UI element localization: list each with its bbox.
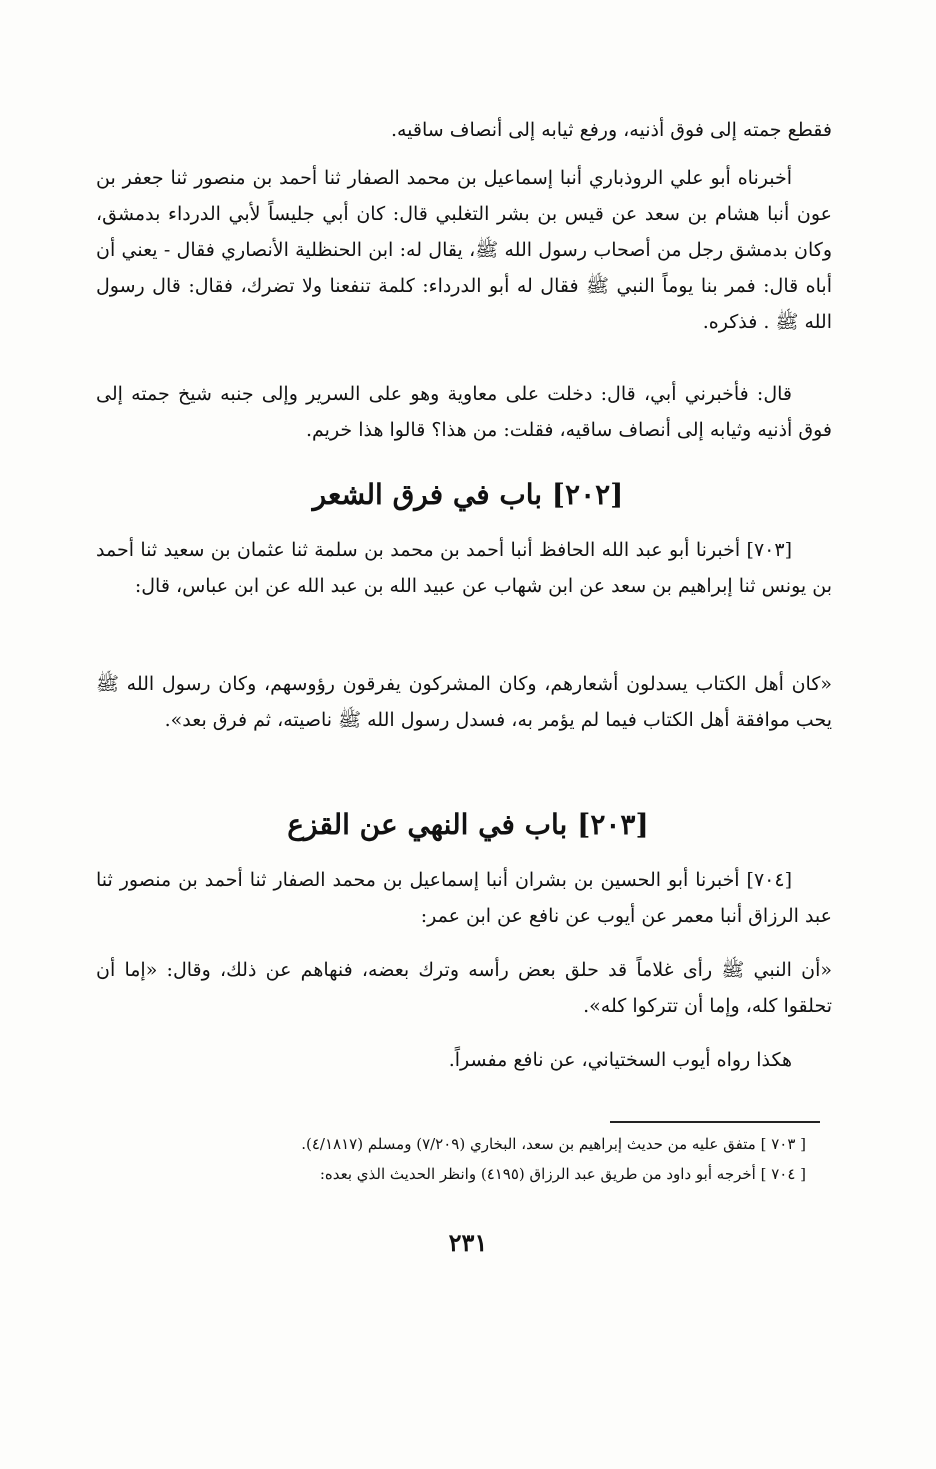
footnote-divider xyxy=(610,1121,820,1123)
hadith-703-isnad: [٧٠٣] أخبرنا أبو عبد الله الحافظ أنبا أحمد بن محمد بن سلمة ثنا عثمان بن سعيد ثنا أحمد بن يونس ثنا إبراهيم بن سعد عن ابن شهاب عن عبيد الله بن عبد الله عن ابن عباس، قال: xyxy=(96,539,832,597)
hadith-704-isnad: [٧٠٤] أخبرنا أبو الحسين بن بشران أنبا إسماعيل بن محمد الصفار ثنا أحمد بن منصور ثنا عبد الرزاق أنبا معمر عن أيوب عن نافع عن ابن عمر: xyxy=(96,869,832,927)
section-heading-203: [٢٠٣] باب في النهي عن القزع xyxy=(287,808,649,841)
paragraph-1: فقطع جمته إلى فوق أذنيه، ورفع ثيابه إلى أنصاف ساقيه. xyxy=(390,119,832,141)
closing-remark: هكذا رواه أيوب السختياني، عن نافع مفسراً. xyxy=(448,1049,792,1071)
hadith-703-matn: «كان أهل الكتاب يسدلون أشعارهم، وكان المشركون يفرقون رؤوسهم، وكان رسول الله ﷺ يحب موافقة أهل الكتاب فيما لم يؤمر به، فسدل رسول الله ﷺ ناصيته، ثم فرق بعد». xyxy=(96,673,832,731)
page-number: ٢٣١ xyxy=(448,1228,488,1257)
section-heading-202: [٢٠٢] باب في فرق الشعر xyxy=(312,478,624,511)
hadith-704-matn: «أن النبي ﷺ رأى غلاماً قد حلق بعض رأسه وترك بعضه، فنهاهم عن ذلك، وقال: «إما أن تحلقوا كله، وإما أن تتركوا كله». xyxy=(96,959,832,1017)
footnote-704: [ ٧٠٤ ] أخرجه أبو داود من طريق عبد الرزاق (٤١٩٥) وانظر الحديث الذي بعده: xyxy=(319,1165,806,1183)
footnote-703: [ ٧٠٣ ] متفق عليه من حديث إبراهيم بن سعد، البخاري (٧/٢٠٩) ومسلم (٤/١٨١٧). xyxy=(301,1135,806,1153)
paragraph-2: أخبرناه أبو علي الروذباري أنبا إسماعيل بن محمد الصفار ثنا أحمد بن منصور ثنا جعفر بن عون أنبا هشام بن سعد عن قيس بن بشر التغلبي قال: كان أبي جليساً لأبي الدرداء بدمشق، وكان بدمشق رجل من أصحاب رسول الله ﷺ، يقال له: ابن الحنظلية الأنصاري فقال - يعني أن أباه قال: فمر بنا يوماً النبي ﷺ فقال له أبو الدرداء: كلمة تنفعنا ولا تضرك، فقال: قال رسول الله ﷺ . فذكره. xyxy=(96,167,832,333)
paragraph-3: قال: فأخبرني أبي، قال: دخلت على معاوية وهو على السرير وإلى جنبه شيخ جمته إلى فوق أذنيه وثيابه إلى أنصاف ساقيه، فقلت: من هذا؟ قالوا هذا خريم. xyxy=(96,383,832,441)
